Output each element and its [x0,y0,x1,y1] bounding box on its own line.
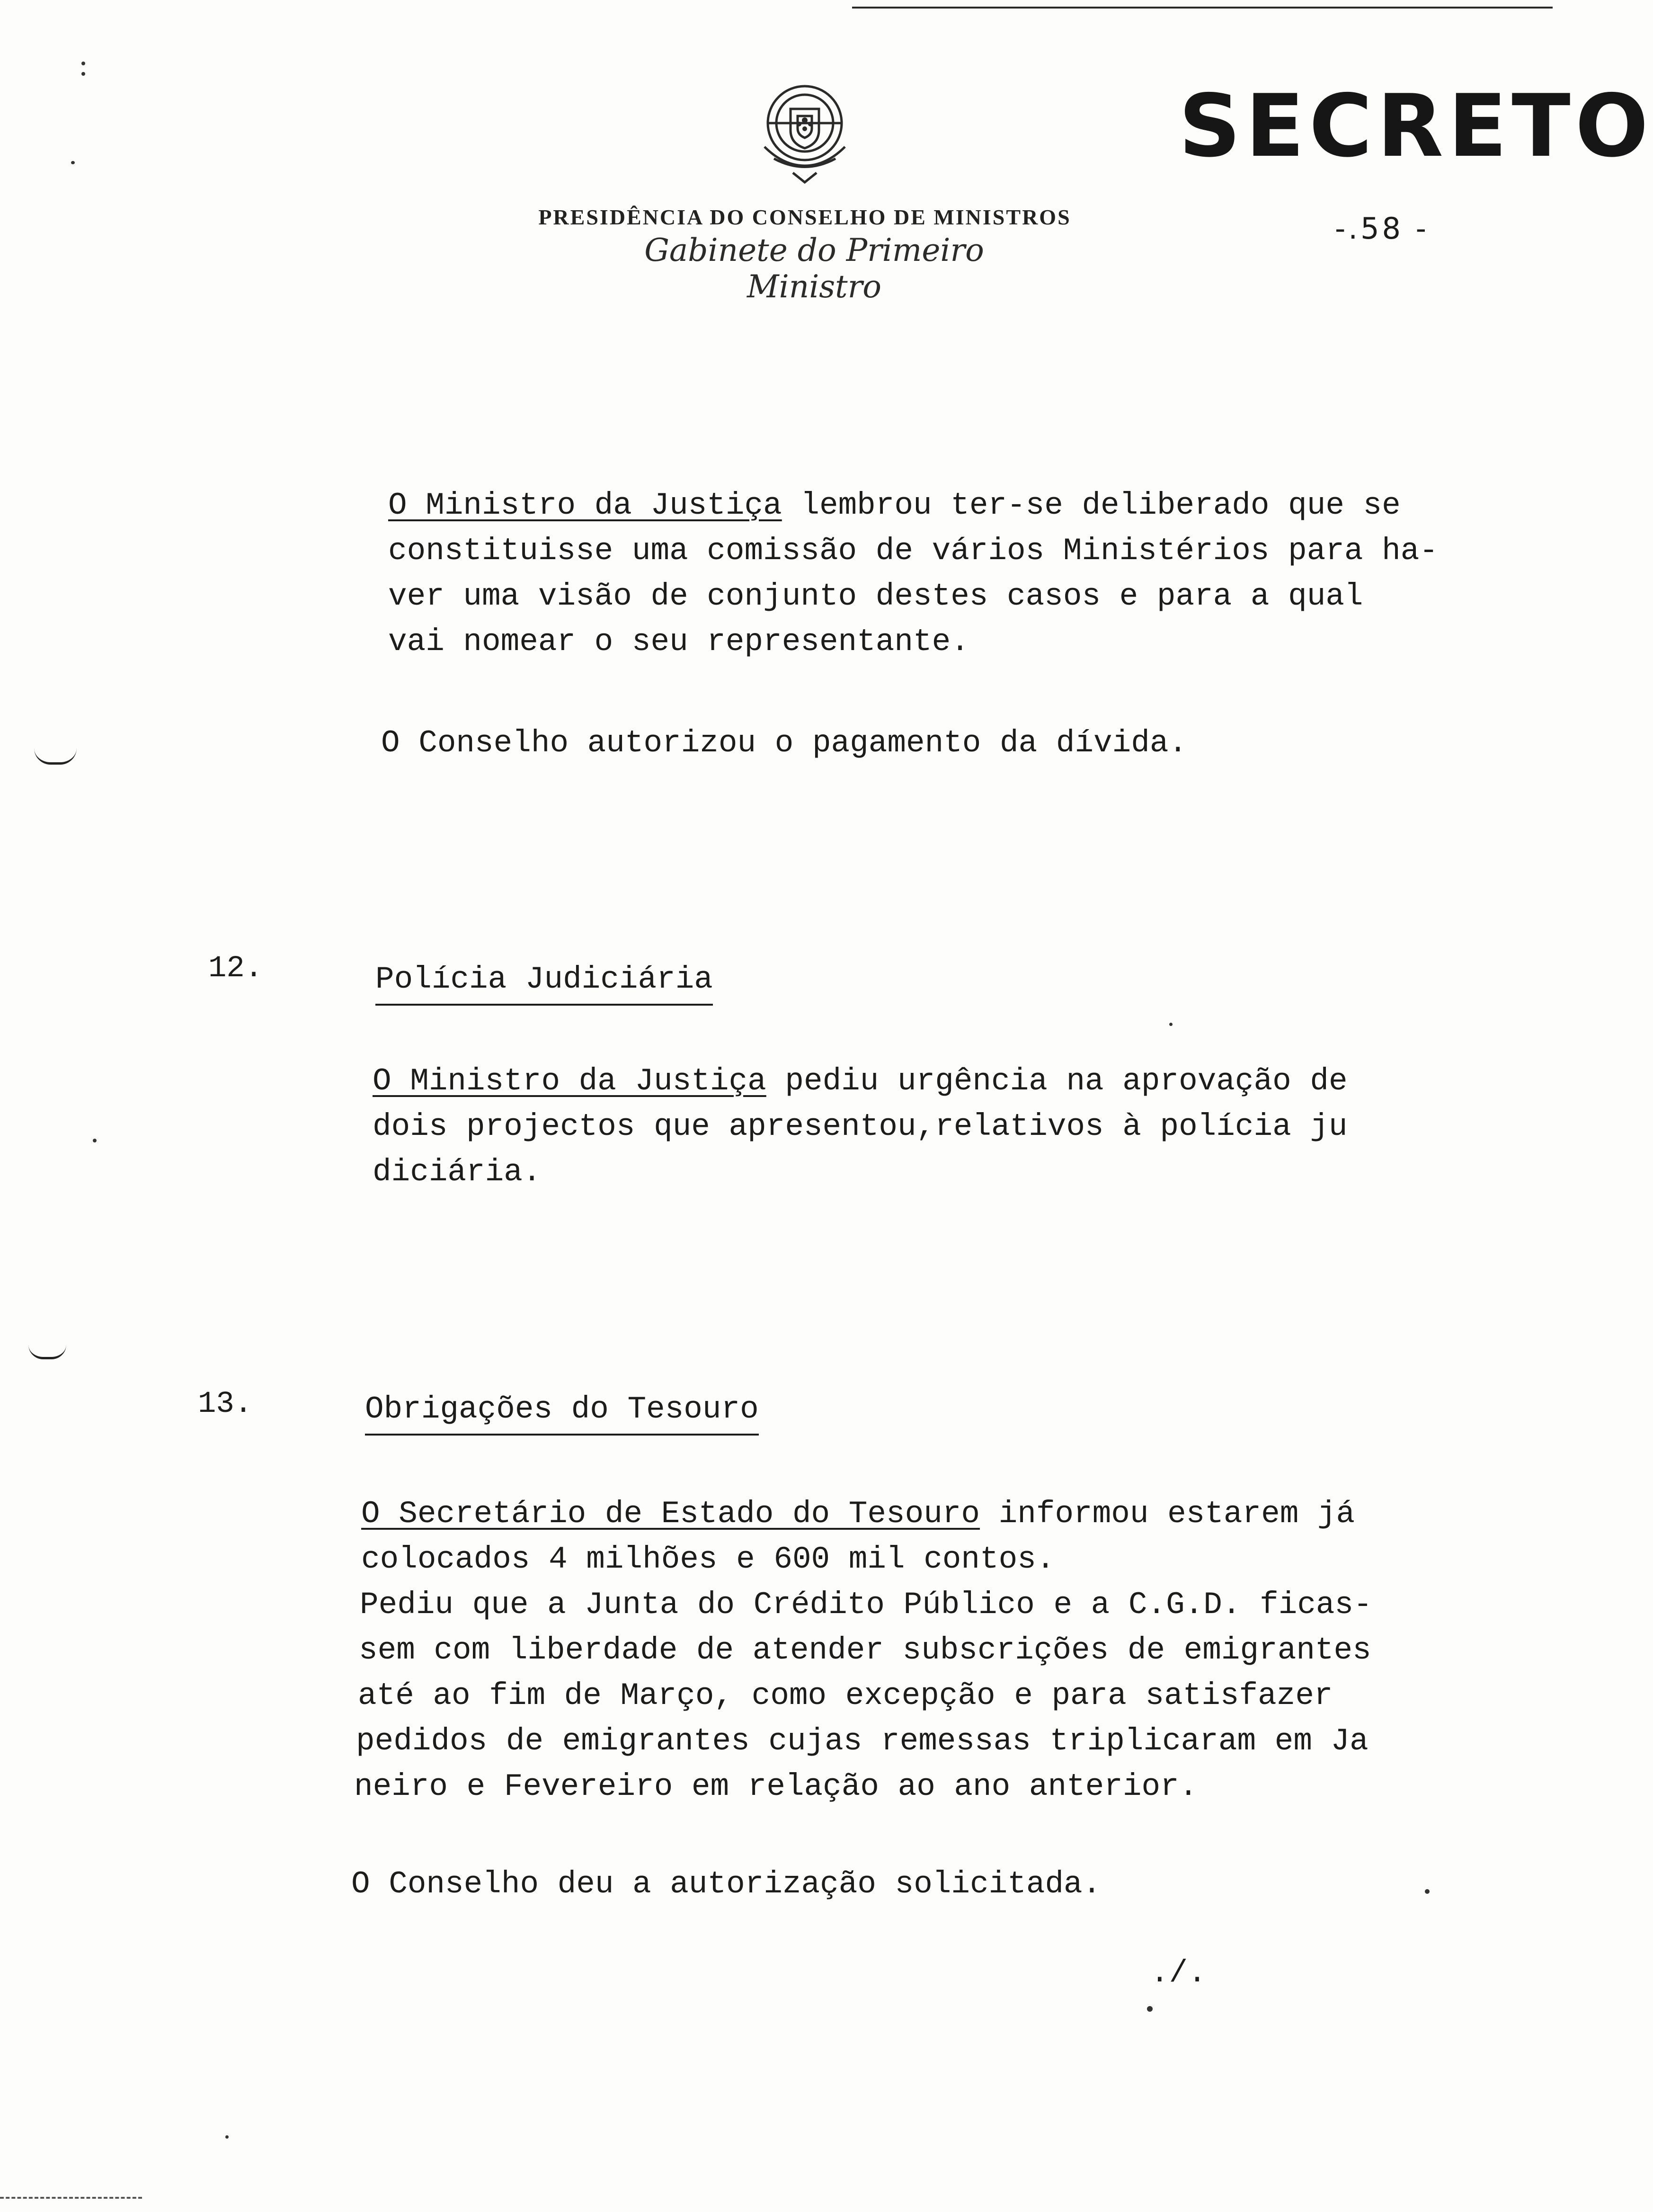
page-number: -.58 - [1335,211,1430,246]
item12-number: 12. [208,952,263,986]
scan-speck [81,62,85,65]
item12-title: Polícia Judiciária [375,958,713,1006]
item13-para1-line1-text: informou estarem já [980,1496,1355,1532]
coat-of-arms-emblem [746,71,864,189]
item13-para1-line7: neiro e Fevereiro em relação ao ano anterior. [354,1769,1198,1804]
scan-speck [81,72,85,76]
prev-speaker: O Ministro da Justiça [388,488,782,523]
item12-para1-line1-text: pediu urgência na aprovação de [766,1063,1348,1099]
scan-speck [1169,1023,1173,1026]
hole-punch-mark [28,1345,66,1359]
prev-para1-line1-text: lembrou ter-se deliberado que se [782,488,1401,523]
classification-stamp: SECRETO [1179,76,1653,176]
scan-speck [1425,1889,1430,1894]
item13-para1-line2: colocados 4 milhões e 600 mil contos. [361,1542,1055,1577]
item13-para1-line5: até ao fim de Março, como excepção e para satisfazer [358,1678,1333,1713]
hole-punch-mark [34,748,77,765]
prev-para2: O Conselho autorizou o pagamento da dívida. [381,725,1188,761]
item12-para1-line2: dois projectos que apresentou,relativos à polícia ju [373,1109,1348,1144]
item13-para1-line4: sem com liberdade de atender subscrições de emigrantes [359,1632,1371,1668]
item12-speaker: O Ministro da Justiça [373,1063,766,1099]
item13-speaker: O Secretário de Estado do Tesouro [361,1496,980,1532]
continuation-mark: ./. [1150,1955,1207,1991]
header-handwritten-subtitle: Gabinete do Primeiro Ministro [644,232,984,305]
scan-speck [1147,2006,1153,2012]
item13-para2: O Conselho deu a autorização solicitada. [351,1866,1102,1902]
scan-speck [71,161,75,164]
item12-para1-line1 [373,1059,1348,1104]
prev-para1-line3: ver uma visão de conjunto destes casos e para a qual [388,579,1363,614]
scan-speck [93,1139,97,1142]
item13-para1-line1 [361,1491,1355,1537]
header-title: PRESIDÊNCIA DO CONSELHO DE MINISTROS [538,205,1071,229]
item13-para1-line6: pedidos de emigrantes cujas remessas triplicaram em Ja [356,1723,1369,1759]
item13-title: Obrigações do Tesouro [365,1388,759,1436]
item13-para1-line3: Pediu que a Junta do Crédito Público e a C.G.D. ficas- [360,1587,1372,1623]
top-edge-line [852,7,1553,9]
prev-para1-line2: constituisse uma comissão de vários Ministérios para ha- [388,533,1438,569]
prev-para1-line4: vai nomear o seu representante. [388,624,969,660]
item12-para1-line3: diciária. [373,1154,542,1190]
scan-speck [225,2135,229,2139]
prev-para1-line1 [388,483,1401,528]
bottom-edge-dash [0,2197,142,2199]
item13-number: 13. [198,1387,253,1421]
